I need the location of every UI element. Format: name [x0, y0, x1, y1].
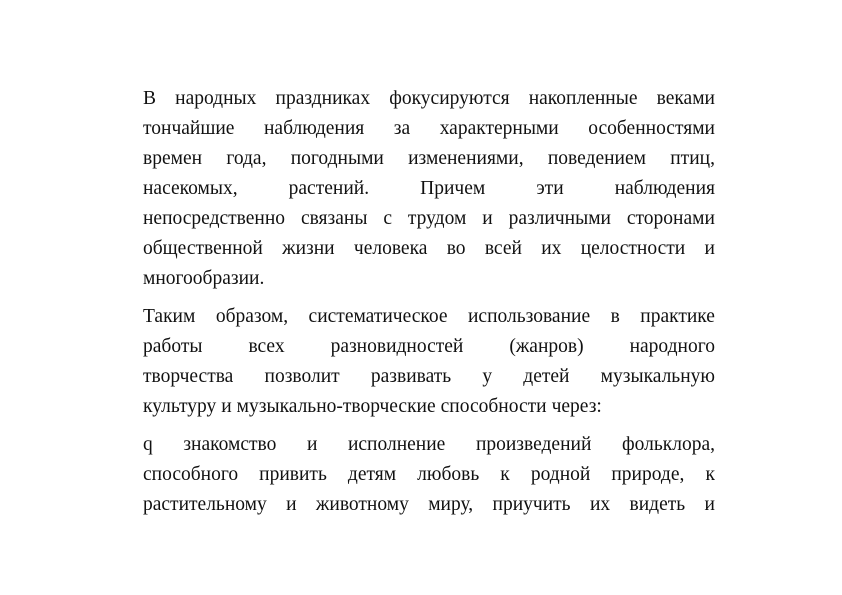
text-line — [143, 302, 715, 332]
word: развивать — [370, 366, 452, 387]
word: образом, — [215, 306, 289, 327]
word: праздниках — [275, 88, 371, 109]
word: веками — [656, 88, 715, 109]
word: эти — [536, 178, 564, 199]
word: тончайшие — [143, 118, 235, 139]
word: и — [306, 434, 318, 455]
word: растений. — [288, 178, 370, 199]
word: детей — [523, 366, 570, 387]
word: во — [446, 238, 466, 259]
text-line — [143, 460, 715, 490]
text-line — [143, 84, 715, 114]
word: изменениями, — [408, 148, 524, 169]
text-line — [143, 392, 715, 422]
word: всех — [248, 336, 285, 357]
paragraph-gap — [143, 294, 715, 302]
text-line — [143, 430, 715, 460]
word: музыкальную — [600, 366, 715, 387]
word: и — [704, 494, 715, 515]
text-line — [143, 174, 715, 204]
word: трудом — [407, 208, 467, 229]
word: связаны — [300, 208, 368, 229]
word: любовь — [417, 464, 480, 485]
text-line — [143, 362, 715, 392]
word: за — [393, 118, 411, 139]
word: к — [500, 464, 510, 485]
word: года, — [226, 148, 267, 169]
word: музыкально-творческие — [236, 396, 436, 417]
word: работы — [143, 336, 203, 357]
word: насекомых, — [143, 178, 238, 199]
word: растительному — [143, 494, 267, 515]
word: Таким — [143, 306, 196, 327]
word: народного — [629, 336, 715, 357]
text-line — [143, 234, 715, 264]
paragraph — [143, 430, 715, 520]
word: жизни — [282, 238, 335, 259]
word: характерными — [439, 118, 559, 139]
word: всей — [484, 238, 522, 259]
word: животному — [315, 494, 409, 515]
word: накопленные — [528, 88, 638, 109]
paragraph — [143, 302, 715, 422]
word: человека — [353, 238, 428, 259]
text-line — [143, 490, 715, 520]
word: произведений — [475, 434, 592, 455]
paragraph — [143, 84, 715, 294]
word: различными — [508, 208, 611, 229]
word: наблюдения — [264, 118, 365, 139]
word: разновидностей — [330, 336, 464, 357]
word: многообразии. — [143, 268, 265, 289]
word: к — [705, 464, 715, 485]
word: творчества — [143, 366, 234, 387]
word: систематическое — [308, 306, 448, 327]
word: птиц, — [670, 148, 715, 169]
word: В — [143, 88, 157, 109]
word: знакомство — [183, 434, 277, 455]
text-line — [143, 144, 715, 174]
word: и — [704, 238, 715, 259]
word: использование — [467, 306, 591, 327]
word: практике — [640, 306, 715, 327]
word: фольклора, — [621, 434, 715, 455]
word: целостности — [580, 238, 686, 259]
word: наблюдения — [614, 178, 715, 199]
text-line — [143, 204, 715, 234]
text-line — [143, 332, 715, 362]
word: q — [143, 434, 153, 455]
word: особенностями — [588, 118, 715, 139]
word: общественной — [143, 238, 263, 259]
word: Причем — [420, 178, 486, 199]
word: привить — [259, 464, 327, 485]
word: народных — [175, 88, 257, 109]
word: в — [610, 306, 620, 327]
word: и — [286, 494, 297, 515]
word: и — [482, 208, 493, 229]
word: с — [383, 208, 392, 229]
word: погодными — [290, 148, 384, 169]
paragraph-gap — [143, 422, 715, 430]
word: детям — [347, 464, 397, 485]
word: видеть — [629, 494, 686, 515]
word: непосредственно — [143, 208, 286, 229]
word: поведением — [547, 148, 646, 169]
word: и — [221, 396, 232, 417]
word: их — [541, 238, 562, 259]
word: (жанров) — [509, 336, 584, 357]
word: через: — [551, 396, 602, 417]
document-text — [143, 84, 715, 520]
word: у — [482, 366, 493, 387]
word: времен — [143, 148, 203, 169]
word: родной — [530, 464, 591, 485]
word: исполнение — [347, 434, 446, 455]
word: позволит — [264, 366, 340, 387]
word: сторонами — [626, 208, 715, 229]
word: природе, — [611, 464, 685, 485]
word: способного — [143, 464, 239, 485]
text-line — [143, 114, 715, 144]
word: приучить — [492, 494, 571, 515]
word: культуру — [143, 396, 217, 417]
word: фокусируются — [389, 88, 510, 109]
word: их — [589, 494, 611, 515]
word: способности — [440, 396, 547, 417]
word: миру, — [428, 494, 474, 515]
text-line — [143, 264, 715, 294]
